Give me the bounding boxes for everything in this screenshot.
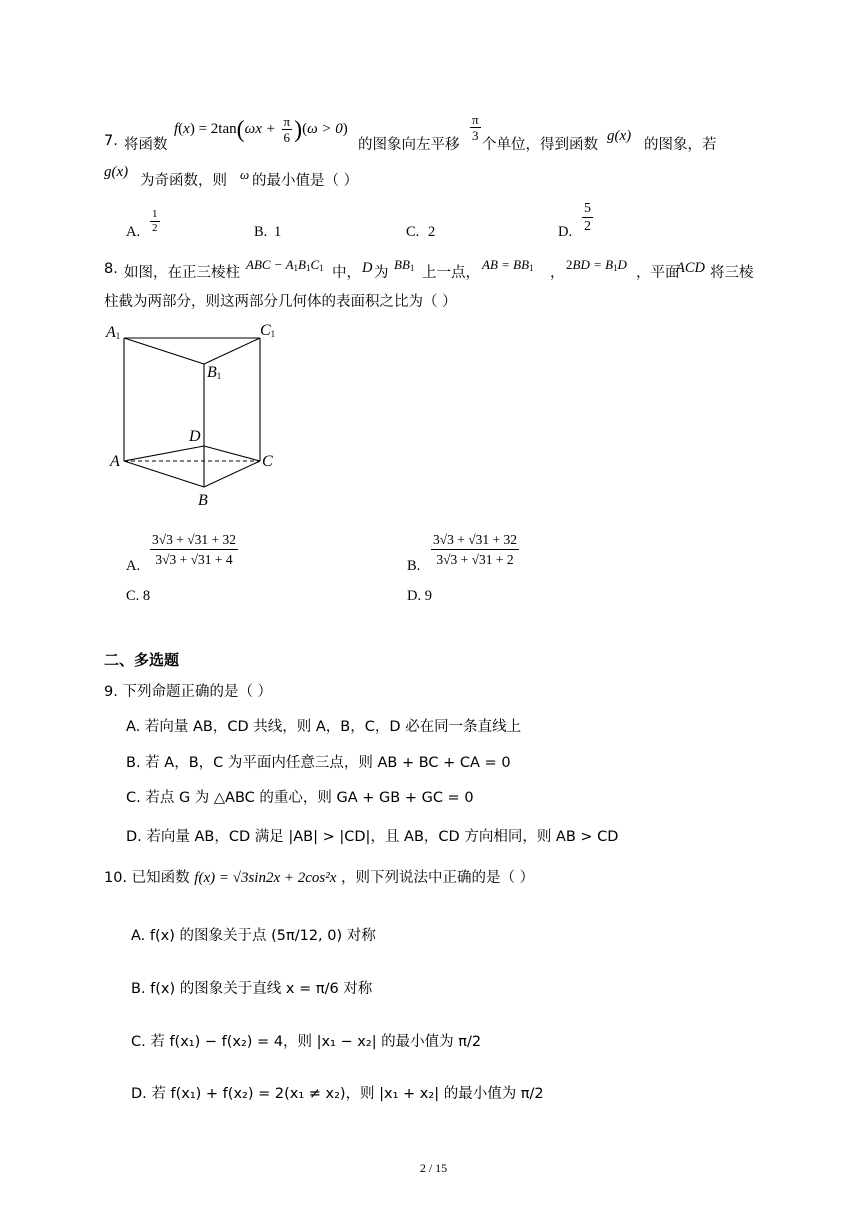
q8-option-a-fraction: $\frac{3√3 + √31 + 32}{3√3 + √31 + 4}$ <box>152 532 237 567</box>
q7-options <box>126 201 626 242</box>
q10-option-b: B. f(x) 的图象关于直线 x = π/6 对称 <box>131 981 373 997</box>
q10-option-d: D. 若 f(x₁) + f(x₂) = 2(x₁ ≠ x₂)，则 |x₁ + x₂| 的最小值为 π/2 <box>131 1086 544 1102</box>
q8-text2: 中， <box>332 265 361 281</box>
q8-text4: 上一点， <box>422 265 480 281</box>
q8-comma: ， <box>550 265 565 281</box>
q10-option-a: A. f(x) 的图象关于点 (5π/12, 0) 对称 <box>131 928 376 944</box>
edge-cb <box>204 461 260 487</box>
q8-option-a-label: A. <box>126 558 141 574</box>
q7-omega: ω <box>240 167 250 182</box>
q7-option-c-label: C. <box>406 224 420 240</box>
q8-option-b-label: B. <box>407 558 421 574</box>
q7-line2 <box>104 164 504 192</box>
q10-function: f(x) = √3sin2x + 2cos²x <box>194 870 337 886</box>
q8-eq1: AB = $BB_1$ <box>482 257 534 273</box>
q8-eq2: $2BD = B_1D$ <box>566 257 627 273</box>
label-b1: $B_1$ <box>207 364 222 381</box>
q7-lead: 将函数 <box>124 137 168 153</box>
q7-tail2: 的图象，若 <box>644 137 717 153</box>
section-title: 二、多选题 <box>104 651 180 669</box>
q7-option-c-value: 2 <box>428 224 436 240</box>
q7-option-a-label: A. <box>126 224 141 240</box>
q8-text1: 如图，在正三棱柱 <box>124 265 240 281</box>
q9-option-b: B. 若 A，B，C 为平面内任意三点，则 AB + BC + CA = 0 <box>126 755 511 771</box>
edge-ad <box>124 446 204 461</box>
q7-line2-end: 的最小值是（ ） <box>252 173 359 189</box>
q9-option-a: A. 若向量 AB，CD 共线，则 A，B，C，D 必在同一条直线上 <box>126 719 522 735</box>
label-a: A <box>110 453 120 470</box>
q8-prism: ABC − $A_1B_1C_1$ <box>246 257 324 273</box>
label-a1: $A_1$ <box>106 324 121 341</box>
q7-function: f(x) = 2tan(ωx + $\frac{\pi}{6}$ )(ω > 0) <box>174 114 348 145</box>
prism-figure <box>104 320 284 520</box>
q10-stem-b: ，则下列说法中正确的是（ ） <box>341 870 535 886</box>
q7-tail1: 个单位，得到函数 <box>482 137 598 153</box>
q7-option-b-value: 1 <box>274 224 282 240</box>
label-c1: $C_1$ <box>260 322 276 339</box>
q7-option-b-label: B. <box>254 224 268 240</box>
edge-ab <box>124 461 204 487</box>
label-b: B <box>198 492 208 509</box>
q8-plane: ACD <box>676 260 705 276</box>
q10-option-c: C. 若 f(x₁) − f(x₂) = 4，则 |x₁ − x₂| 的最小值为 π/2 <box>131 1034 482 1050</box>
q8-option-a <box>126 528 386 578</box>
page-number: 2 / 15 <box>419 1161 448 1175</box>
q7-line1 <box>104 112 844 158</box>
q8-line1 <box>104 254 844 282</box>
q8-bb1: $BB_1$ <box>394 257 415 273</box>
q10-stem-a: 10. 已知函数 <box>104 870 190 886</box>
q8-option-d: D. 9 <box>407 588 432 604</box>
q7-g: g(x) <box>607 128 632 144</box>
q7-number: 7. <box>104 133 118 149</box>
q8-text3: 为 <box>374 265 389 281</box>
q8-text5: ，平面 <box>636 265 680 281</box>
q8-option-b-fraction: $\frac{3√3 + √31 + 32}{3√3 + √31 + 2}$ <box>433 532 518 567</box>
q8-line2: 柱截为两部分，则这两部分几何体的表面积之比为（ ） <box>104 294 457 310</box>
q7-line2-g: g(x) <box>104 164 129 180</box>
q9-option-d: D. 若向量 AB，CD 满足 |AB| > |CD|，且 AB，CD 方向相同，则 AB > CD <box>126 829 619 845</box>
q8-number: 8. <box>104 261 118 277</box>
label-c: C <box>262 453 273 470</box>
q8-option-c: C. 8 <box>126 588 151 604</box>
q10-stem <box>104 866 534 887</box>
q7-mid: 的图象向左平移 <box>358 137 460 153</box>
edge-cd <box>204 446 260 461</box>
q7-line2-text: 为奇函数，则 <box>140 173 227 189</box>
q9-stem: 9. 下列命题正确的是（ ） <box>104 684 273 700</box>
q7-shift-fraction: $\frac{\pi}{3}$ <box>472 112 479 143</box>
q7-option-d-value: $\frac{5}{2}$ <box>584 201 591 234</box>
edge-c1b1 <box>204 338 260 364</box>
q8-option-b <box>407 528 667 578</box>
q7-option-a-value: $\frac{1}{2}$ <box>152 208 158 234</box>
label-d: D <box>189 428 201 445</box>
q7-option-d-label: D. <box>558 224 573 240</box>
q8-d: D <box>362 260 373 276</box>
q9-option-c: C. 若点 G 为 △ABC 的重心，则 GA + GB + GC = 0 <box>126 790 474 806</box>
q8-text6: 将三棱 <box>710 265 754 281</box>
edge-a1b1 <box>124 338 204 364</box>
